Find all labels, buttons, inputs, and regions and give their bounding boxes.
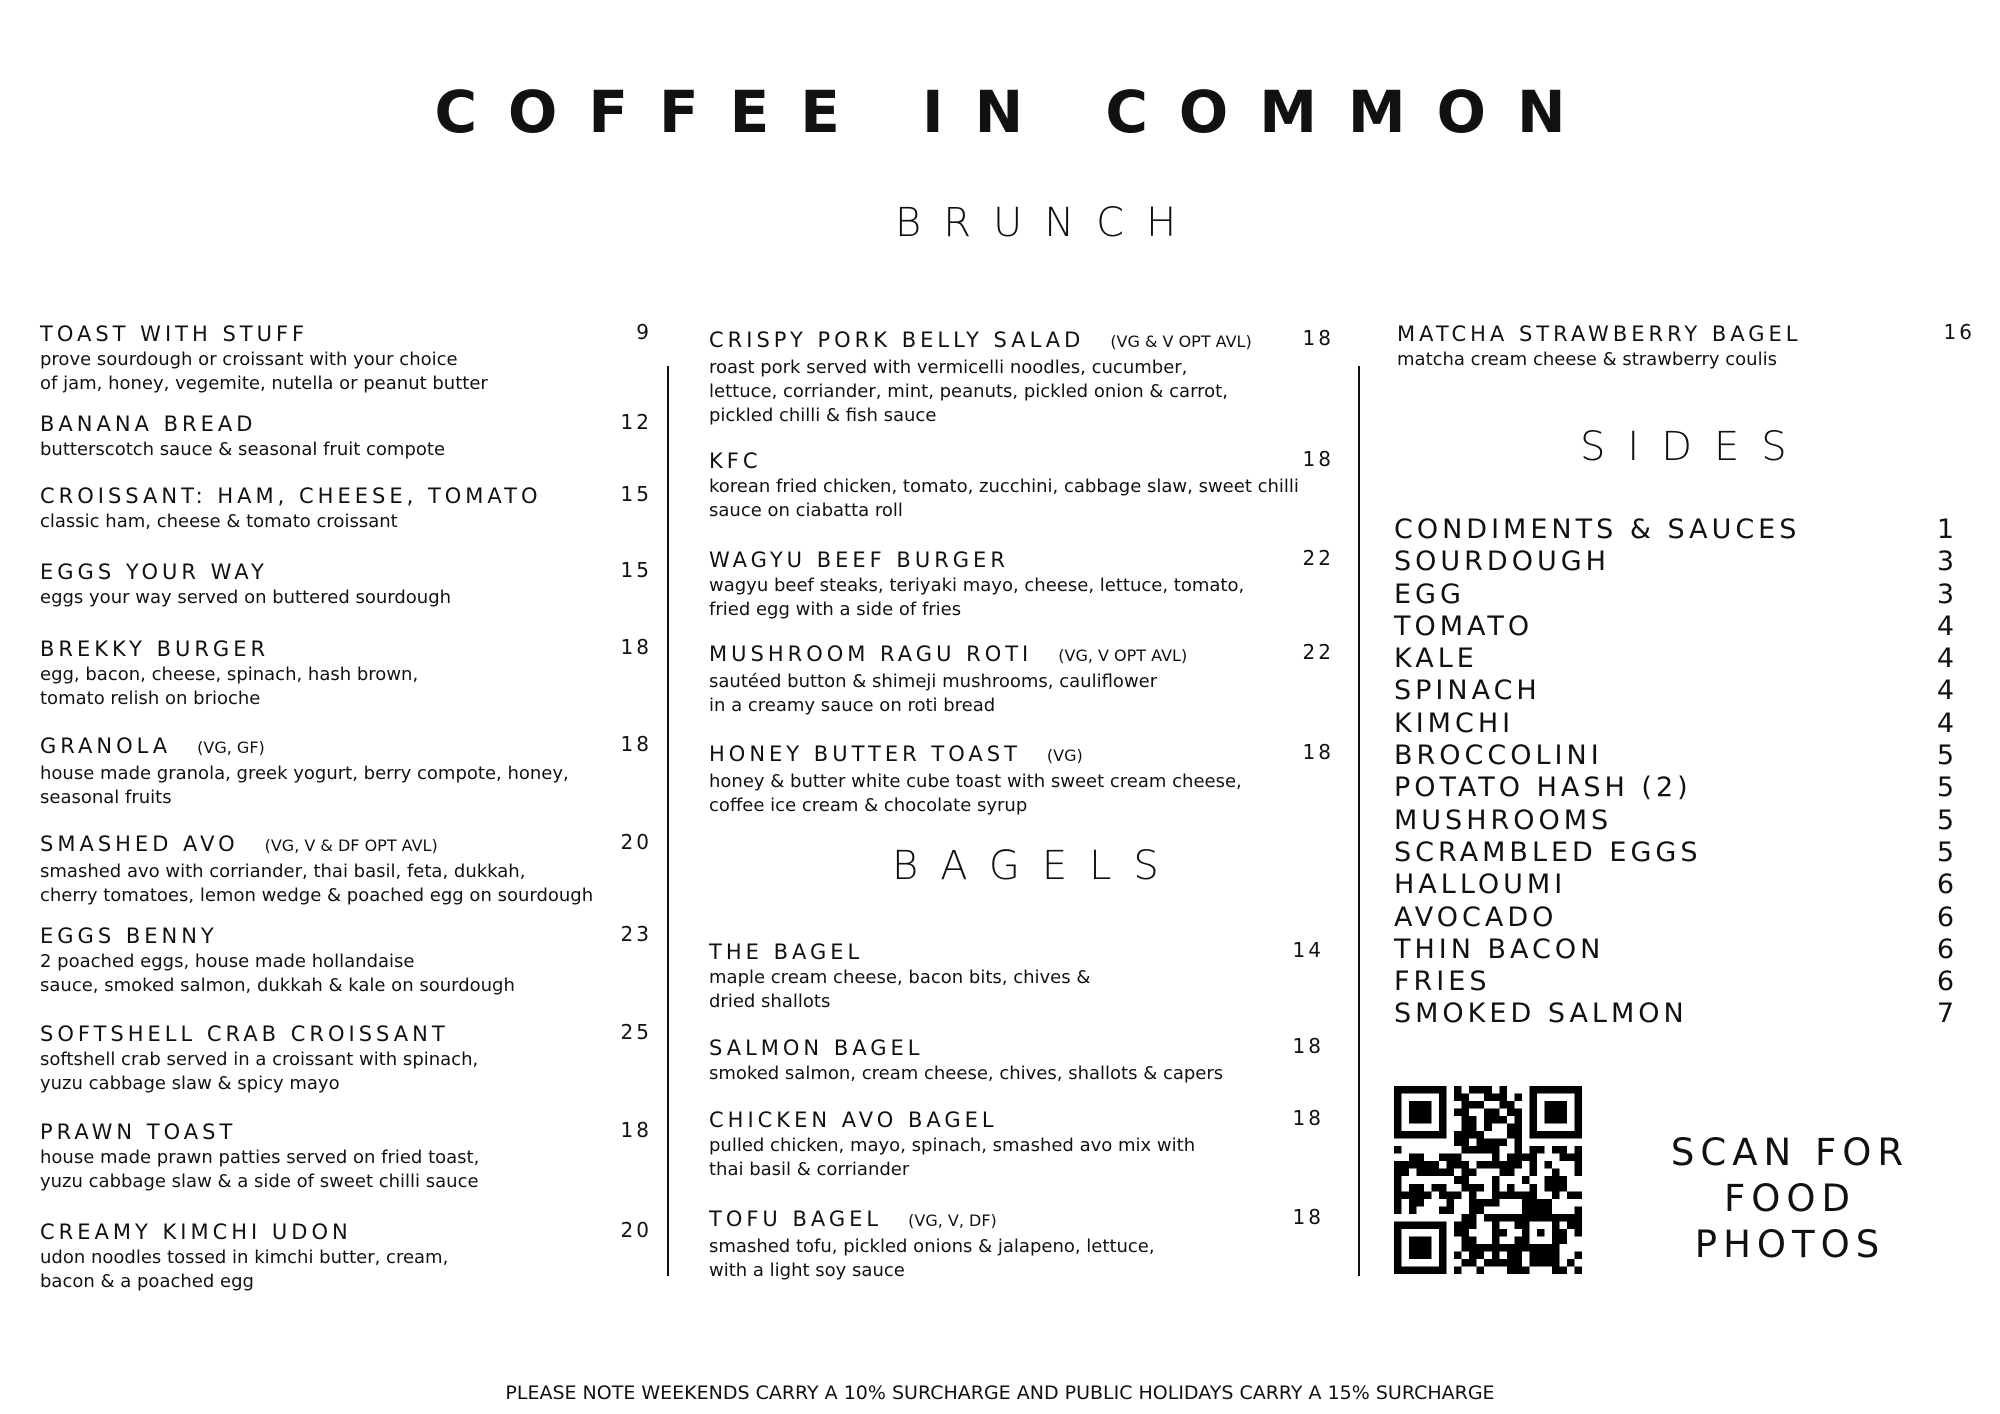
menu-item — [709, 1205, 1324, 1283]
menu-item-price: 18 — [1292, 1106, 1324, 1130]
menu-item-description: prove sourdough or croissant with your choice of jam, honey, vegemite, nutella or peanut butter — [40, 349, 488, 394]
column-divider-right — [1358, 366, 1360, 1276]
menu-item-price: 18 — [1302, 740, 1334, 764]
menu-item-name — [40, 482, 652, 510]
menu-title: COFFEE IN COMMON — [434, 78, 1597, 146]
menu-item-price: 18 — [620, 635, 652, 659]
menu-item-description: pulled chicken, mayo, spinach, smashed avo mix with thai basil & corriander — [709, 1135, 1196, 1180]
side-item-name: EGG — [1394, 578, 1465, 610]
menu-item-title: KFC — [709, 449, 762, 473]
menu-item-name — [40, 922, 652, 950]
menu-item-price: 18 — [1302, 326, 1334, 350]
menu-item-title: BANANA BREAD — [40, 412, 257, 436]
menu-item-name — [709, 1106, 1324, 1134]
menu-item-name — [709, 1034, 1324, 1062]
menu-item-description: udon noodles tossed in kimchi butter, cream, bacon & a poached egg — [40, 1247, 449, 1292]
menu-item-price: 20 — [620, 830, 652, 854]
menu-item-description: smashed avo with corriander, thai basil, feta, dukkah, cherry tomatoes, lemon wedge & poached egg on sourdough — [40, 861, 594, 906]
menu-item — [40, 482, 652, 534]
menu-item-price: 18 — [620, 1118, 652, 1142]
menu-item-description: softshell crab served in a croissant with spinach, yuzu cabbage slaw & spicy mayo — [40, 1049, 479, 1094]
menu-item-price: 12 — [620, 410, 652, 434]
side-item — [1394, 514, 1954, 546]
menu-item — [709, 546, 1334, 622]
side-item-price: 1 — [1936, 514, 1954, 545]
menu-item-title: MATCHA STRAWBERRY BAGEL — [1397, 322, 1802, 346]
dietary-tag: (VG & V OPT AVL) — [1110, 332, 1252, 351]
menu-item-description: honey & butter white cube toast with sweet cream cheese, coffee ice cream & chocolate syrup — [709, 771, 1242, 816]
menu-item — [40, 830, 652, 908]
menu-item-name — [40, 320, 652, 348]
menu-item-description: wagyu beef steaks, teriyaki mayo, cheese, lettuce, tomato, fried egg with a side of fries — [709, 575, 1245, 620]
menu-item-name — [709, 740, 1334, 770]
section-heading-brunch: BRUNCH — [895, 200, 1199, 246]
menu-item-title: MUSHROOM RAGU ROTI — [709, 642, 1033, 666]
side-item-name: CONDIMENTS & SAUCES — [1394, 514, 1801, 545]
menu-item — [40, 1218, 652, 1294]
menu-item-price: 16 — [1943, 320, 1975, 344]
side-item — [1394, 837, 1954, 869]
menu-item-price: 18 — [620, 732, 652, 756]
menu-item-description: matcha cream cheese & strawberry coulis — [1397, 349, 1777, 370]
side-item-price: 7 — [1936, 998, 1954, 1030]
side-item-name: POTATO HASH (2) — [1394, 772, 1692, 804]
side-item — [1394, 675, 1954, 707]
dietary-tag: (VG, V OPT AVL) — [1058, 646, 1188, 665]
menu-item-price: 9 — [636, 320, 652, 344]
menu-item-price: 18 — [1292, 1205, 1324, 1229]
menu-item-name — [1397, 320, 1975, 348]
menu-item-title: PRAWN TOAST — [40, 1120, 237, 1144]
side-item-name: SCRAMBLED EGGS — [1394, 836, 1702, 868]
sides-list — [1394, 514, 1954, 1031]
menu-item-name — [40, 410, 652, 438]
menu-item-name — [40, 1020, 652, 1048]
menu-item-price: 15 — [620, 558, 652, 582]
menu-item-title: CROISSANT: HAM, CHEESE, TOMATO — [40, 484, 542, 508]
menu-item — [40, 922, 652, 998]
menu-item — [1397, 320, 1975, 372]
menu-item-name — [40, 732, 652, 762]
side-item-name: KIMCHI — [1394, 707, 1515, 739]
menu-item-title: EGGS BENNY — [40, 924, 218, 948]
menu-item-price: 22 — [1302, 640, 1334, 664]
side-item — [1394, 611, 1954, 643]
menu-item-name — [40, 1118, 652, 1146]
menu-item — [40, 558, 652, 610]
menu-item-name — [40, 558, 652, 586]
menu-item-price: 18 — [1302, 447, 1334, 471]
menu-item-title: GRANOLA — [40, 734, 172, 758]
side-item-price: 5 — [1936, 804, 1954, 836]
dietary-tag: (VG, V, DF) — [908, 1211, 997, 1230]
menu-item-name — [40, 1218, 652, 1246]
menu-item-description: house made prawn patties served on fried toast, yuzu cabbage slaw & a side of sweet chilli sauce — [40, 1147, 480, 1192]
menu-item-price: 25 — [620, 1020, 652, 1044]
menu-item-description: classic ham, cheese & tomato croissant — [40, 511, 398, 532]
menu-item — [40, 1118, 652, 1194]
menu-item — [709, 1034, 1324, 1086]
side-item — [1394, 966, 1954, 998]
side-item — [1394, 643, 1954, 675]
side-item-name: THIN BACON — [1394, 933, 1605, 965]
menu-item — [709, 640, 1334, 718]
menu-item-title: EGGS YOUR WAY — [40, 560, 268, 584]
menu-item-description: egg, bacon, cheese, spinach, hash brown, tomato relish on brioche — [40, 664, 419, 709]
side-item-name: SMOKED SALMON — [1394, 998, 1688, 1030]
menu-item-price: 20 — [620, 1218, 652, 1242]
menu-item-title: CRISPY PORK BELLY SALAD — [709, 328, 1085, 352]
menu-item-title: CHICKEN AVO BAGEL — [709, 1108, 998, 1132]
menu-item — [40, 1020, 652, 1096]
side-item — [1394, 805, 1954, 837]
menu-item-price: 22 — [1302, 546, 1334, 570]
side-item — [1394, 998, 1954, 1030]
side-item — [1394, 579, 1954, 611]
menu-item-title: WAGYU BEEF BURGER — [709, 548, 1009, 572]
menu-item — [40, 410, 652, 462]
side-item — [1394, 546, 1954, 578]
side-item — [1394, 708, 1954, 740]
side-item — [1394, 869, 1954, 901]
side-item — [1394, 740, 1954, 772]
menu-item-title: TOFU BAGEL — [709, 1207, 883, 1231]
menu-item-title: THE BAGEL — [709, 940, 864, 964]
side-item-price: 3 — [1936, 546, 1954, 578]
menu-item-name — [709, 1205, 1324, 1235]
dietary-tag: (VG, GF) — [197, 738, 265, 757]
side-item — [1394, 902, 1954, 934]
side-item-name: TOMATO — [1394, 610, 1534, 642]
side-item-price: 4 — [1936, 643, 1954, 675]
side-item-name: FRIES — [1394, 966, 1491, 998]
menu-item-title: SOFTSHELL CRAB CROISSANT — [40, 1022, 449, 1046]
menu-item — [709, 447, 1334, 523]
side-item-price: 5 — [1936, 740, 1954, 772]
side-item-price: 6 — [1936, 966, 1954, 998]
menu-item-name — [709, 640, 1334, 670]
side-item-price: 6 — [1936, 869, 1954, 901]
menu-item-description: maple cream cheese, bacon bits, chives & dried shallots — [709, 967, 1091, 1012]
side-item-price: 4 — [1936, 610, 1954, 642]
scan-caption: SCAN FOR FOOD PHOTOS — [1670, 1131, 1910, 1266]
side-item-name: SOURDOUGH — [1394, 546, 1610, 578]
menu-item-description: smashed tofu, pickled onions & jalapeno, lettuce, with a light soy sauce — [709, 1236, 1155, 1281]
menu-item — [709, 740, 1334, 818]
side-item-price: 5 — [1936, 836, 1954, 868]
menu-item-price: 14 — [1292, 938, 1324, 962]
menu-item-title: TOAST WITH STUFF — [40, 322, 309, 346]
menu-item-description: house made granola, greek yogurt, berry compote, honey, seasonal fruits — [40, 763, 569, 808]
menu-item-name — [709, 938, 1324, 966]
side-item-name: MUSHROOMS — [1394, 804, 1613, 836]
side-item — [1394, 772, 1954, 804]
dietary-tag: (VG) — [1046, 746, 1083, 765]
menu-item-title: CREAMY KIMCHI UDON — [40, 1220, 352, 1244]
side-item-price: 4 — [1936, 675, 1954, 707]
side-item-price: 6 — [1936, 933, 1954, 965]
side-item-price: 3 — [1936, 578, 1954, 610]
side-item-name: HALLOUMI — [1394, 869, 1567, 901]
dietary-tag: (VG, V & DF OPT AVL) — [264, 836, 438, 855]
side-item-name: KALE — [1394, 643, 1478, 675]
side-item-price: 4 — [1936, 707, 1954, 739]
menu-item-description: eggs your way served on buttered sourdough — [40, 587, 452, 608]
side-item-name: AVOCADO — [1394, 901, 1558, 933]
menu-item — [709, 1106, 1324, 1182]
menu-item-name — [40, 830, 652, 860]
menu-item — [40, 635, 652, 711]
menu-item — [709, 326, 1334, 428]
menu-item-description: 2 poached eggs, house made hollandaise sauce, smoked salmon, dukkah & kale on sourdough — [40, 951, 515, 996]
side-item — [1394, 934, 1954, 966]
menu-item — [709, 938, 1324, 1014]
menu-item — [40, 732, 652, 810]
menu-item-description: smoked salmon, cream cheese, chives, shallots & capers — [709, 1063, 1224, 1084]
side-item-name: SPINACH — [1394, 675, 1541, 707]
menu-item-title: SMASHED AVO — [40, 832, 239, 856]
menu-item-title: SALMON BAGEL — [709, 1036, 924, 1060]
side-item-price: 6 — [1936, 901, 1954, 933]
menu-item-description: korean fried chicken, tomato, zucchini, cabbage slaw, sweet chilli sauce on ciabatta roll — [709, 476, 1299, 521]
section-heading-sides: SIDES — [1580, 424, 1809, 470]
surcharge-note: PLEASE NOTE WEEKENDS CARRY A 10% SURCHARGE AND PUBLIC HOLIDAYS CARRY A 15% SURCHARGE — [505, 1382, 1495, 1404]
menu-item-description: roast pork served with vermicelli noodles, cucumber, lettuce, corriander, mint, peanuts, pickled onion & carrot, pickled chilli & fish sauce — [709, 357, 1228, 426]
menu-item-price: 15 — [620, 482, 652, 506]
column-divider-left — [667, 366, 669, 1276]
menu-item-description: butterscotch sauce & seasonal fruit compote — [40, 439, 446, 460]
menu-item-title: HONEY BUTTER TOAST — [709, 742, 1021, 766]
menu-item — [40, 320, 652, 396]
side-item-price: 5 — [1936, 772, 1954, 804]
menu-item-title: BREKKY BURGER — [40, 637, 270, 661]
section-heading-bagels: BAGELS — [892, 843, 1181, 889]
menu-item-name — [709, 447, 1334, 475]
menu-item-name — [709, 326, 1334, 356]
menu-item-name — [40, 635, 652, 663]
menu-item-name — [709, 546, 1334, 574]
side-item-name: BROCCOLINI — [1394, 740, 1603, 772]
menu-item-price: 23 — [620, 922, 652, 946]
qr-code-icon[interactable] — [1394, 1086, 1582, 1274]
menu-item-price: 18 — [1292, 1034, 1324, 1058]
menu-item-description: sautéed button & shimeji mushrooms, cauliflower in a creamy sauce on roti bread — [709, 671, 1158, 716]
